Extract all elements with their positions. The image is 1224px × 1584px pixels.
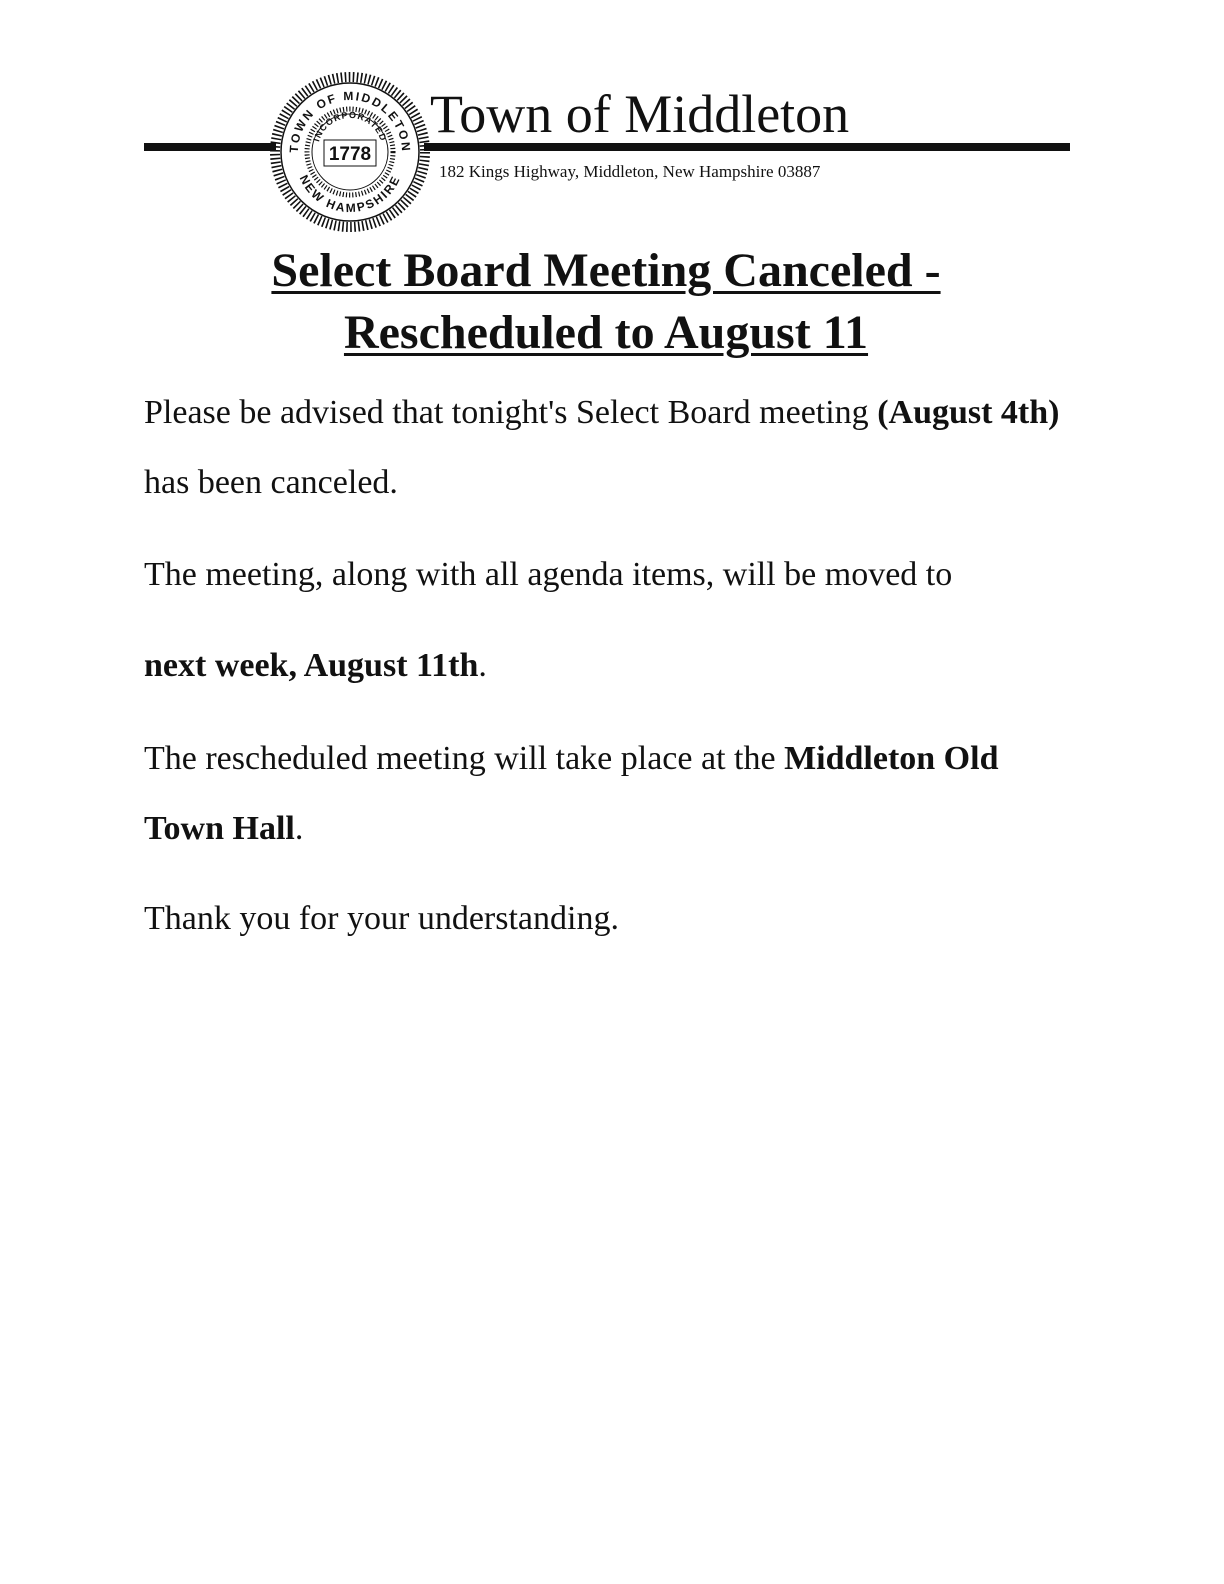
p3-period: .: [478, 647, 487, 684]
paragraph-new-date: [144, 631, 1064, 701]
seal-year: 1778: [328, 144, 372, 165]
seal-inner-text: INCORPORATED: [311, 109, 389, 143]
town-address: 182 Kings Highway, Middleton, New Hampshire 03887: [439, 162, 821, 181]
letterhead: [0, 0, 1224, 240]
headline-line-2: Rescheduled to August 11: [343, 306, 869, 359]
seal-bottom-text: NEW HAMPSHIRE: [296, 172, 404, 216]
p4-text-a: The rescheduled meeting will take place at the: [144, 740, 785, 777]
p4-period: .: [294, 810, 304, 847]
paragraph-thanks: Thank you for your understanding.: [144, 900, 619, 937]
notice-headline: [144, 240, 1068, 364]
p3-new-date: next week, August 11th: [144, 647, 479, 684]
paragraph-location: [144, 724, 1064, 864]
svg-text:INCORPORATED: [311, 110, 388, 143]
town-name: Town of Middleton: [430, 84, 850, 144]
header-rule-left: [144, 143, 276, 151]
p4-location: Middleton Old Town Hall: [144, 740, 999, 847]
town-seal-icon: [268, 70, 432, 234]
paragraph-moved: The meeting, along with all agenda items, will be moved to: [144, 556, 953, 593]
paragraph-canceled: [144, 378, 1064, 518]
p1-text-c: has been canceled.: [144, 464, 398, 501]
headline-line-1: Select Board Meeting Canceled -: [271, 244, 941, 297]
p1-text-a: Please be advised that tonight's Select Board meeting: [144, 394, 878, 431]
p1-date: (August 4th): [877, 394, 1060, 431]
seal-top-text: TOWN OF MIDDLETON: [286, 88, 414, 154]
